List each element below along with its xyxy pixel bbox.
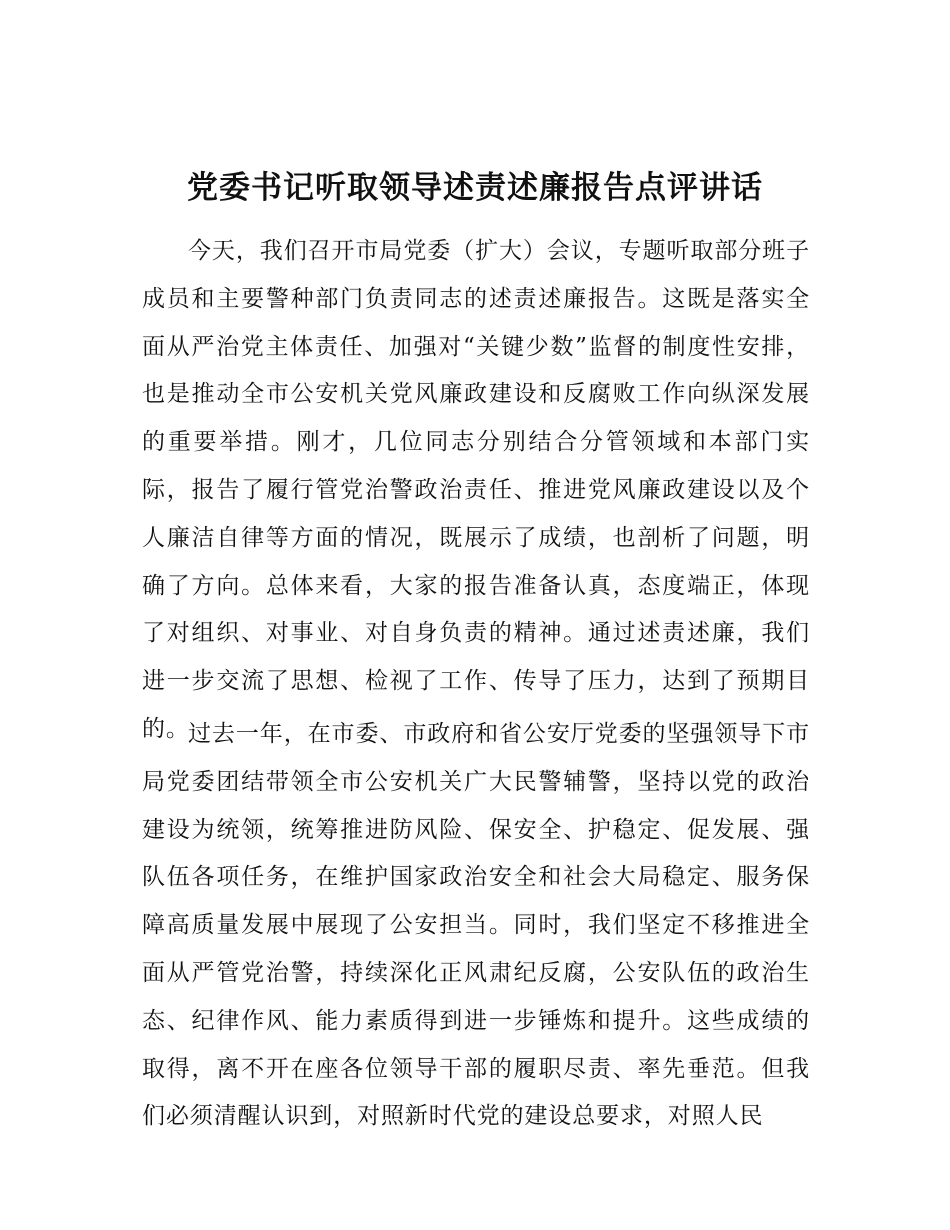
paragraph-opening: 今天，我们召开市局党委（扩大）会议，专题听取部分班子成员和主要警种部门负责同志的述责述廉报告。这既是落实全面从严治党主体责任、加强对“关键少数”监督的制度性安排，也是推动全市公安机关党风廉政建设和反腐败工作向纵深发展的重要举措。刚才，几位同志分别结合分管领域和本部门实际，报告了履行管党治警政治责任、推进党风廉政建设以及个人廉洁自律等方面的情况，既展示了成绩，也剖析了问题，明确了方向。总体来看，大家的报告准备认真，态度端正，体现了对组织、对事业、对自身负责的精神。通过述责述廉，我们进一步交流了思想、检视了工作、传导了压力，达到了预期目的。 (142, 238, 810, 742)
document-title: 党委书记听取领导述责述廉报告点评讲话 (187, 170, 763, 206)
paragraph-review: 过去一年，在市委、市政府和省公安厅党委的坚强领导下市局党委团结带领全市公安机关广大民警辅警，坚持以党的政治建设为统领，统筹推进防风险、保安全、护稳定、促发展、强队伍各项任务，在维护国家政治安全和社会大局稳定、服务保障高质量发展中展现了公安担当。同时，我们坚定不移推进全面从严管党治警，持续深化正风肃纪反腐，公安队伍的政治生态、纪律作风、能力素质得到进一步锤炼和提升。这些成绩的取得，离不开在座各位领导干部的履职尽责、率先垂范。但我们必须清醒认识到，对照新时代党的建设总要求，对照人民 (142, 721, 810, 1130)
